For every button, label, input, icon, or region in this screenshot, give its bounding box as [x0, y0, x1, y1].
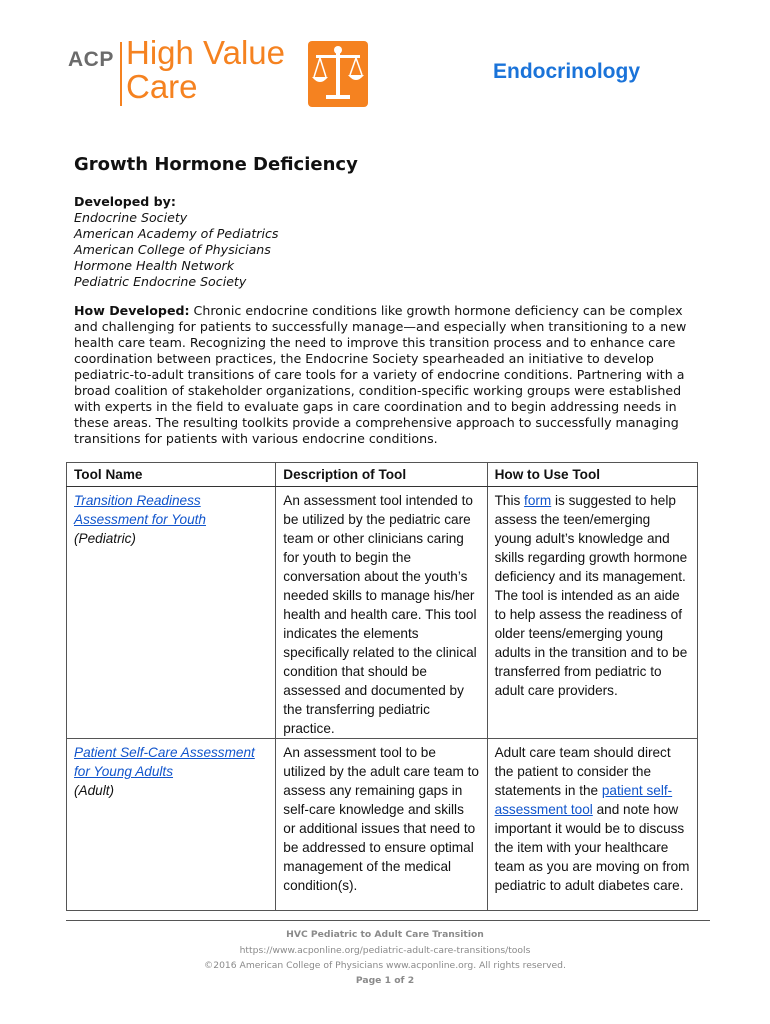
- tool-audience: (Adult): [74, 783, 115, 798]
- how-developed-label: How Developed:: [74, 303, 190, 318]
- org-item: American Academy of Pediatrics: [74, 226, 279, 241]
- self-care-assessment-link[interactable]: Patient Self-Care Assessment for Young Adults: [74, 745, 255, 779]
- how-developed-line: pediatric-to-adult transitions of care tools for a variety of endocrine conditions. Partnering with a: [74, 367, 685, 382]
- how-developed-line: coordination between practices, the Endocrine Society spearheaded an initiative to develop: [74, 351, 654, 366]
- header-description: Description of Tool: [276, 463, 487, 487]
- table-header-row: [67, 463, 698, 487]
- how-developed-line: with experts in the field to evaluate gaps in care coordination and to begin addressing needs in: [74, 399, 677, 414]
- tool-audience: (Pediatric): [74, 531, 136, 546]
- how-text: Adult care team should direct the patient to consider the statements in the: [494, 745, 671, 798]
- tool-name-cell: [67, 739, 276, 911]
- footer-url[interactable]: https://www.acponline.org/pediatric-adult-care-transitions/tools: [239, 945, 531, 956]
- developed-by-section: [74, 194, 714, 290]
- description-cell: An assessment tool to be utilized by the adult care team to assess any remaining gaps in self-care knowledge and skills or additional issues that need to be addressed to ensure optimal management of the medical condition(s).: [276, 739, 487, 911]
- table-row: [67, 739, 698, 911]
- how-developed-line: transitions for patients with various endocrine conditions.: [74, 431, 438, 446]
- how-developed-line: and challenging for patients to successfully manage—and especially when transitioning to a new: [74, 319, 687, 334]
- how-developed-text: Chronic endocrine conditions like growth hormone deficiency can be complex: [189, 303, 683, 318]
- org-item: Hormone Health Network: [74, 258, 234, 273]
- logo-line-2: Care: [126, 68, 198, 105]
- scales-of-justice-icon: [308, 41, 368, 107]
- how-developed-line: [74, 303, 714, 319]
- acp-wordmark: ACP: [68, 48, 114, 71]
- footer-title: HVC Pediatric to Adult Care Transition: [286, 929, 484, 940]
- footer-copyright: ©2016 American College of Physicians www.acponline.org. All rights reserved.: [204, 960, 566, 971]
- logo-line-1: High Value: [126, 34, 285, 71]
- how-text: is suggested to help assess the teen/emerging young adult’s knowledge and skills regarding growth hormone deficiency and its management. The tool is intended as an aide to help assess the readiness of older teens/emerging young adults in the transition and to be transferred from pediatric to adult care providers.: [494, 493, 688, 698]
- tool-name-cell: [67, 487, 276, 739]
- form-link[interactable]: form: [524, 493, 552, 508]
- how-developed-line: broad coalition of stakeholder organizations, condition-specific working groups were established: [74, 383, 682, 398]
- org-item: American College of Physicians: [74, 242, 271, 257]
- description-cell: An assessment tool intended to be utilized by the pediatric care team or other clinicians caring for youth to begin the conversation about the youth’s needed skills to manage his/her health and health care. This tool indicates the elements specifically related to the clinical condition that should be assessed and documented by the transferring pediatric practice.: [276, 487, 487, 739]
- page-title: Growth Hormone Deficiency: [74, 154, 358, 175]
- how-text: This: [494, 493, 525, 508]
- header-how-to-use: How to Use Tool: [487, 463, 697, 487]
- specialty-heading: Endocrinology: [493, 60, 640, 83]
- developed-by-label: Developed by:: [74, 194, 176, 209]
- how-to-use-cell: [487, 487, 697, 739]
- footer-divider: [66, 920, 710, 921]
- acp-high-value-care-logo: [68, 34, 378, 110]
- tools-table: [66, 462, 698, 911]
- transition-readiness-link[interactable]: Transition Readiness Assessment for Youth: [74, 493, 206, 527]
- table-row: [67, 487, 698, 739]
- org-item: Endocrine Society: [74, 210, 188, 225]
- org-item: Pediatric Endocrine Society: [74, 274, 247, 289]
- how-to-use-cell: [487, 739, 697, 911]
- how-developed-line: health care team. Recognizing the need to improve this transition process and to enhance care: [74, 335, 676, 350]
- logo-divider: [120, 42, 122, 106]
- how-developed-section: [74, 303, 714, 447]
- header-tool-name: Tool Name: [67, 463, 276, 487]
- page-number: Page 1 of 2: [355, 975, 415, 986]
- patient-self-assessment-link[interactable]: patient self-assessment tool: [494, 783, 673, 817]
- how-developed-line: these areas. The resulting toolkits provide a comprehensive approach to successfully managing: [74, 415, 679, 430]
- how-text: and note how important it would be to discuss the item with your healthcare team as you are moving on from pediatric to adult diabetes care.: [494, 802, 690, 893]
